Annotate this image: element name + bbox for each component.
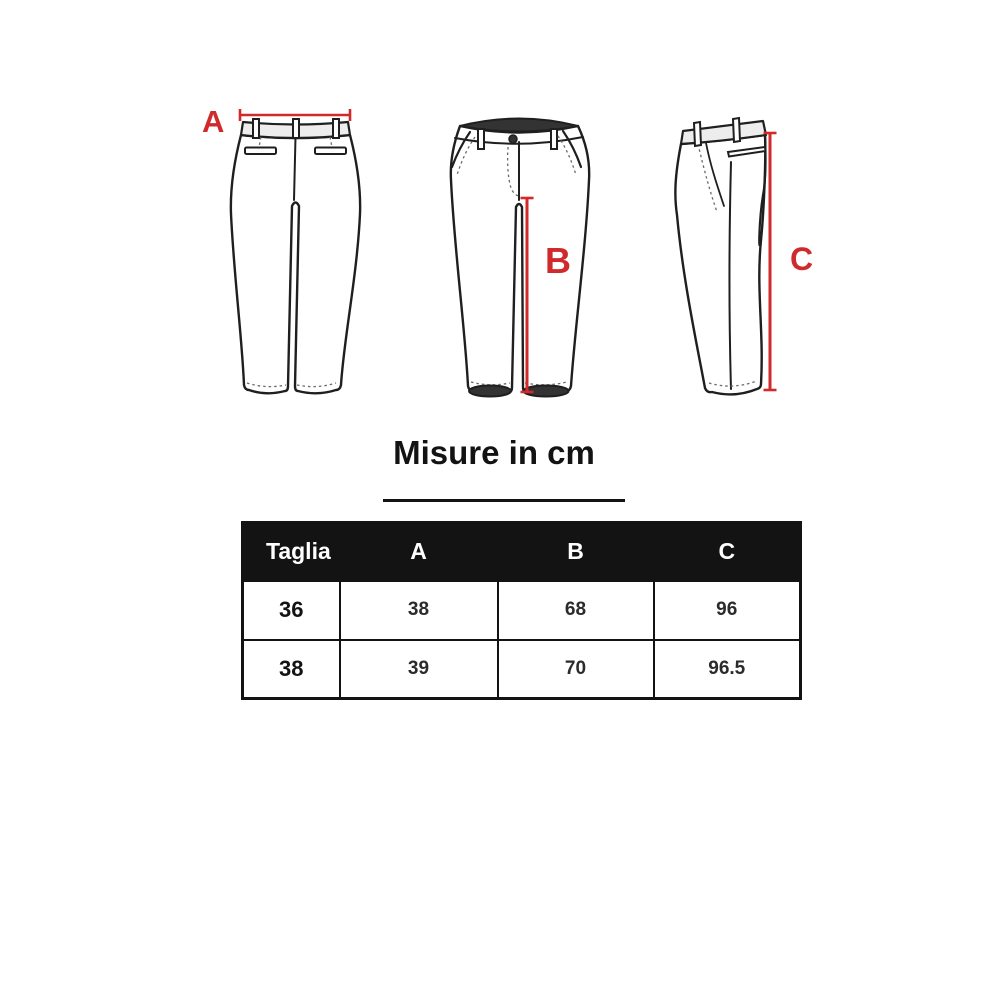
belt-loop bbox=[293, 119, 299, 138]
measure-label-b: B bbox=[545, 240, 571, 281]
back-pocket bbox=[315, 148, 346, 155]
table-header-row bbox=[243, 523, 801, 581]
table-row-size-38 bbox=[243, 640, 801, 699]
cell-taglia: 36 bbox=[243, 581, 340, 640]
size-chart-title: Misure in cm bbox=[393, 434, 595, 471]
belt-loop bbox=[694, 122, 701, 146]
front-view-figure bbox=[435, 95, 620, 407]
back-view-figure bbox=[198, 92, 373, 407]
cell-c: 96.5 bbox=[654, 640, 801, 699]
header-cell-c: C bbox=[654, 523, 801, 581]
title-underline bbox=[383, 499, 625, 502]
cell-b: 68 bbox=[498, 581, 654, 640]
belt-loop bbox=[333, 119, 339, 138]
belt-loop bbox=[253, 119, 259, 138]
side-view-figure bbox=[660, 100, 825, 405]
table-row-size-36 bbox=[243, 581, 801, 640]
cell-taglia: 38 bbox=[243, 640, 340, 699]
header-cell-taglia: Taglia bbox=[243, 523, 340, 581]
leg-opening-dark bbox=[469, 386, 511, 397]
header-cell-b: B bbox=[498, 523, 654, 581]
back-pocket bbox=[245, 148, 276, 155]
cell-a: 38 bbox=[340, 581, 498, 640]
cell-a: 39 bbox=[340, 640, 498, 699]
side-view-body bbox=[675, 135, 765, 394]
cell-b: 70 bbox=[498, 640, 654, 699]
waist-button bbox=[509, 135, 517, 143]
belt-loop bbox=[551, 129, 557, 149]
measure-label-a: A bbox=[202, 104, 225, 139]
size-table bbox=[241, 521, 802, 700]
belt-loop bbox=[733, 118, 740, 142]
cell-c: 96 bbox=[654, 581, 801, 640]
header-cell-a: A bbox=[340, 523, 498, 581]
belt-loop bbox=[478, 129, 484, 149]
measure-label-c: C bbox=[790, 241, 814, 277]
